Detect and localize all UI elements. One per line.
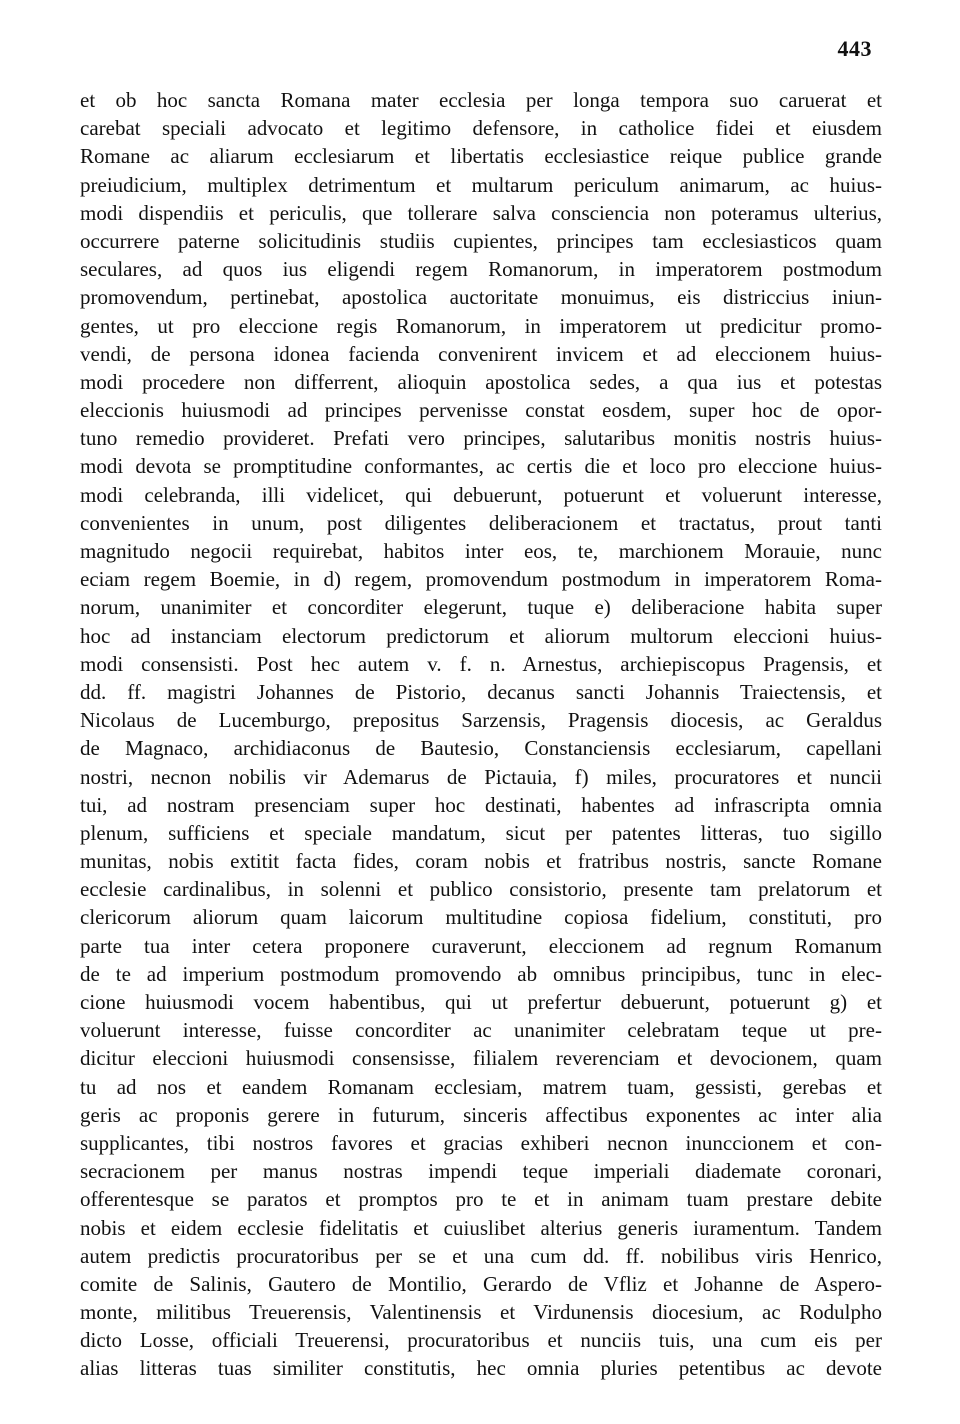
text-line: carebat speciali advocato et legitimo defensore, in catholice fidei et eiusdem (80, 116, 882, 141)
text-line: dicitur eleccioni huiusmodi consensisse, filialem reverenciam et devocionem, quam (80, 1046, 882, 1071)
text-line: seculares, ad quos ius eligendi regem Romanorum, in imperatorem postmodum (80, 257, 882, 282)
text-line: nobis et eidem ecclesie fidelitatis et cuiuslibet alterius generis iuramentum. Tandem (80, 1215, 882, 1240)
text-line: secracionem per manus nostras impendi teque imperiali diademate coronari, (80, 1159, 882, 1184)
text-line: munitas, nobis extitit facta fides, coram nobis et fratribus nostris, sancte Romane (80, 849, 882, 874)
text-line: promovendum, pertinebat, apostolica auctoritate monuimus, eis districcius iniun- (80, 285, 882, 310)
text-line: autem predictis procuratoribus per se et una cum dd. ff. nobilibus viris Henrico, (80, 1243, 882, 1268)
text-line: modi consensisti. Post hec autem v. f. n. Arnestus, archiepiscopus Pragensis, et (80, 651, 882, 676)
text-line: magnitudo negocii requirebat, habitos inter eos, te, marchionem Morauie, nunc (80, 539, 882, 563)
text-line: nostri, necnon nobilis vir Ademarus de Pictauia, f) miles, procuratores et nuncii (80, 764, 882, 789)
text-line: plenum, sufficiens et speciale mandatum, sicut per patentes litteras, tuo sigillo (80, 820, 882, 845)
text-line: tu ad nos et eandem Romanam ecclesiam, matrem tuam, gessisti, gerebas et (80, 1074, 882, 1099)
text-line: ecclesie cardinalibus, in solenni et publico consistorio, presente tam prelatorum et (80, 877, 882, 902)
text-line: comite de Salinis, Gautero de Montilio, Gerardo de Vfliz et Johanne de Aspero- (80, 1271, 882, 1296)
text-line: hoc ad instanciam electorum predictorum et aliorum multorum eleccioni huius- (80, 623, 882, 648)
text-line: alias litteras tuas similiter constitutis, hec omnia pluries petentibus ac devote (80, 1356, 882, 1381)
text-line: convenientes in unum, post diligentes deliberacionem et tractatus, prout tanti (80, 510, 882, 535)
page-number: 443 (837, 36, 872, 61)
text-line: tuno remedio provideret. Prefati vero principes, salutaribus monitis nostris huius- (80, 426, 882, 451)
text-line: supplicantes, tibi nostros favores et gracias exhiberi necnon inunccionem et con- (80, 1130, 882, 1155)
text-line: offerentesque se paratos et promptos pro te et in animam tuam prestare debite (80, 1187, 882, 1212)
text-line: vendi, de persona idonea facienda convenirent invicem et ad eleccionem huius- (80, 341, 882, 366)
text-line: preiudicium, multiplex detrimentum et multarum periculum animarum, ac huius- (80, 172, 882, 197)
text-line: modi dispendiis et periculis, que tollerare salva consciencia non poteramus ulterius, (80, 200, 882, 225)
text-line: eleccionis huiusmodi ad principes pervenisse constat eosdem, super hoc de opor- (80, 398, 882, 423)
text-line: norum, unanimiter et concorditer elegerunt, tuque e) deliberacione habita super (80, 595, 882, 620)
text-line: occurrere paterne solicitudinis studiis cupientes, principes tam ecclesiasticos quam (80, 228, 882, 253)
text-line: modi celebranda, illi videlicet, qui debuerunt, potuerunt et voluerunt interesse, (80, 482, 882, 507)
text-line: modi procedere non differrent, alioquin apostolica sedes, a qua ius et potestas (80, 369, 882, 394)
text-line: Romane ac aliarum ecclesiarum et libertatis ecclesiastice reique publice grande (80, 144, 882, 169)
text-line: tui, ad nostram presenciam super hoc destinati, habentes ad infrascripta omnia (80, 792, 882, 817)
text-line: gentes, ut pro eleccione regis Romanorum, in imperatorem ut predicitur promo- (80, 313, 882, 338)
text-line: dd. ff. magistri Johannes de Pistorio, decanus sancti Johannis Traiectensis, et (80, 679, 882, 704)
text-line: geris ac proponis gerere in futurum, sinceris affectibus exponentes ac inter alia (80, 1102, 882, 1127)
text-line: modi devota se promptitudine conformantes, ac certis die et loco pro eleccione huius- (80, 454, 882, 479)
text-line: monte, militibus Treuerensis, Valentinensis et Virdunensis diocesium, ac Rodulpho (80, 1300, 882, 1325)
text-line: de Magnaco, archidiaconus de Bautesio, Constanciensis ecclesiarum, capellani (80, 736, 882, 761)
text-line: clericorum aliorum quam laicorum multitudine copiosa fidelium, constituti, pro (80, 905, 882, 930)
text-line: et ob hoc sancta Romana mater ecclesia per longa tempora suo caruerat et (80, 88, 882, 112)
text-line: de te ad imperium postmodum promovendo ab omnibus principibus, tunc in elec- (80, 961, 882, 986)
text-line: dicto Losse, officiali Treuerensi, procuratoribus et nunciis tuis, una cum eis per (80, 1328, 882, 1353)
body-text (80, 86, 882, 1383)
text-line: voluerunt interesse, fuisse concorditer ac unanimiter celebratam teque ut pre- (80, 1018, 882, 1043)
text-line: cione huiusmodi vocem habentibus, qui ut prefertur debuerunt, potuerunt g) et (80, 990, 882, 1014)
text-line: parte tua inter cetera proponere curaverunt, eleccionem ad regnum Romanum (80, 933, 882, 958)
text-line: Nicolaus de Lucemburgo, prepositus Sarzensis, Pragensis diocesis, ac Geraldus (80, 708, 882, 733)
text-line: eciam regem Boemie, in d) regem, promovendum postmodum in imperatorem Roma- (80, 567, 882, 592)
